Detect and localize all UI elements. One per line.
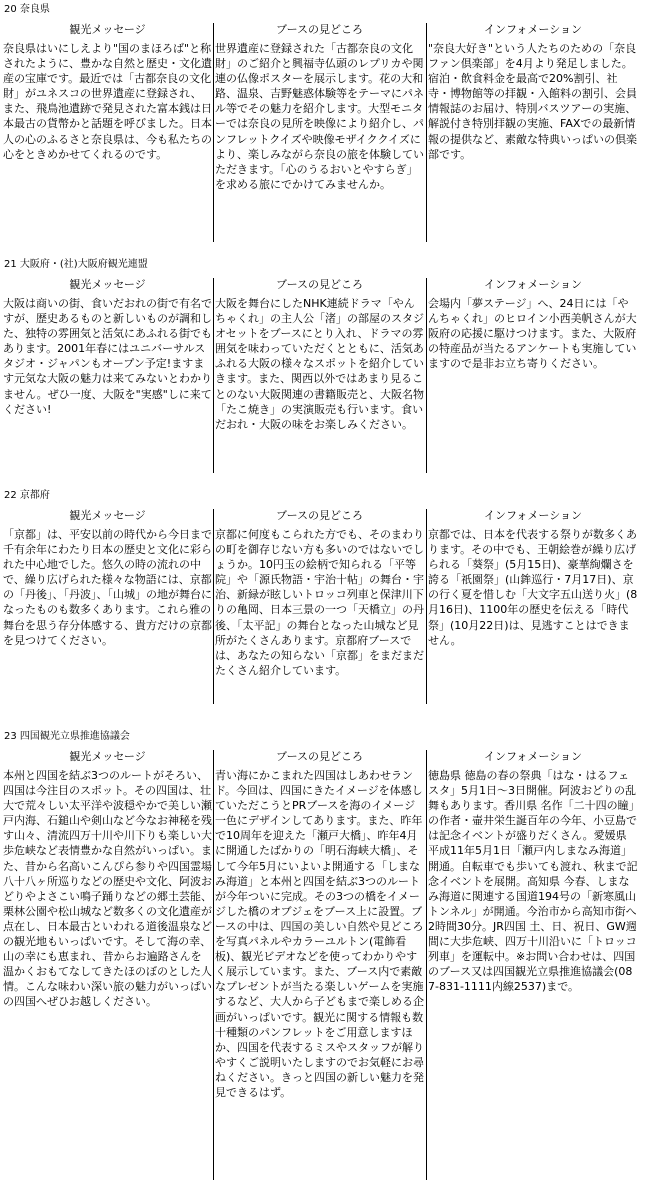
column-header-booth: ブースの見どころ (275, 278, 364, 291)
column-header-message: 観光メッセージ (69, 278, 146, 291)
information-text: 徳島県 徳島の春の祭典「はな・はるフェスタ」5月1日〜3日開催。阿波おどりの乱舞もあります。香川県 名作「二十四の瞳」の作者・壷井栄生誕百年の今年、小豆島では記念イベントが盛りだくさん。愛媛県 平成11年5月1日「瀬戸内しまなみ海道」開通。自転車でも歩いても渡れ、秋まで記念イベントを展開。高知県 今春、しまなみ海道に関連する国道194号の「新寒風山トンネル」が開通。今治市から高知市街へ2時間30分。JR四国 土、日、祝日、GW週間に大歩危峡、四万十川沿いに「トロッコ列車」を運転中。※お問い合わせは、四国のブース又は四国観光立県推進協議会(087-831-1111内線2537)まで。 (428, 769, 638, 994)
booth-highlights-text: 世界遺産に登録された「古都奈良の文化財」のご紹介と興福寺仏頭のレプリカや関連の仏像ポスターを展示します。花の大和路、温泉、吉野魅惑体験等をテーマにパネル等でその魅力を紹介します。大型モニターでは奈良の見所を映像により紹介し、パンフレットクイズや映像モザイククイズにより、楽しみながら奈良の旅を体験していただきます。「心のうるおいとやすらぎ」を求める旅にでかけてみませんか。 (215, 42, 424, 191)
column-divider (426, 509, 427, 704)
column-header-booth: ブースの見どころ (275, 509, 364, 522)
column-divider (213, 509, 214, 704)
booth-highlights-text: 京都に何度もこられた方でも、そのまわりの町を御存じない方も多いのではないでしょうか。10円玉の絵柄で知られる「平等院」や「源氏物語・宇治十帖」の舞台・宇治、新緑が眩しいトロッコ列車と保津川下りの亀岡、日本三景の一つ「天橋立」の丹後、「太平記」の舞台となった山城など見所がたくさんあります。京都府ブースでは、あなたの知らない「京都」をまだまだたくさん紹介しています。 (215, 528, 424, 677)
column-divider (426, 278, 427, 473)
section-title: 23 四国観光立県推進協議会 (4, 731, 130, 742)
column-header-message: 観光メッセージ (69, 509, 146, 522)
section-osaka (0, 258, 650, 473)
section-shikoku (0, 730, 650, 1170)
column-header-message: 観光メッセージ (69, 23, 146, 36)
information-text: 会場内「夢ステージ」へ、24日には「やんちゃくれ」のヒロイン小西美帆さんが大阪府の応援に駆けつけます。また、大阪府の特産品が当たるアンケートも実施していますので是非お立ち寄りください。 (428, 297, 637, 371)
column-divider (213, 278, 214, 473)
column-header-info: インフォメーション (483, 278, 582, 291)
section-title: 20 奈良県 (4, 4, 50, 15)
tourism-message-text: 奈良県はいにしえより"国のまほろば"と称されたように、豊かな自然と歴史・文化遺産の宝庫です。最近では「古都奈良の文化財」がユネスコの世界遺産に登録され、また、飛鳥池遺跡で発見された富本銭は日本最古の貨幣かと話題を呼びました。日本人の心のふるさと奈良県は、今も私たちの心をときめかせてくれるのです。 (3, 42, 212, 161)
booth-highlights-text: 青い海にかこまれた四国はしあわせランド。今回は、四国にきたイメージを体感していただこうとPRブースを海のイメージ一色にデザインしてあります。また、昨年で10周年を迎えた「瀬戸大橋」、昨年4月に開通したばかりの「明石海峡大橋」、そして今年5月にいよいよ開通する「しまなみ海道」と本州と四国を結ぶ3つのルートが今年ついに完成。その3つの橋をイメージした橋のオブジェをブース上に設置。ブースの中は、四国の美しい自然や見どころを写真パネルやカラーユルトン(電飾看板)、観光ビデオなどを使ってわかりやすく展示しています。また、ブース内で素敵なプレゼントが当たる楽しいゲームを実施するなど、大人から子どもまで楽しめる企画がいっぱいです。観光に関する情報も数十種類のパンフレットをご用意しますほか、四国を代表するミスやスタッフが解りやすくご説明いたしますのでお気軽にお尋ねください。きっと四国の新しい魅力を発見できるはず。 (215, 769, 424, 1099)
column-header-info: インフォメーション (483, 750, 582, 763)
section-kyoto (0, 489, 650, 704)
information-text: "奈良大好き"という人たちのための「奈良ファン倶楽部」を4月より発足しました。宿泊・飲食料金を最高で20%割引、社寺・博物館等の拝観・入館料の割引、会員情報誌のお届け、特別バスツアーの実施、解説付き特別拝観の実施、FAXでの最新情報の提供など、素敵な特典いっぱいの倶楽部です。 (428, 42, 637, 161)
tourism-message-text: 本州と四国を結ぶ3つのルートがそろい、四国は今注目のスポット。その四国は、壮大で荒々しい太平洋や波穏やかで美しい瀬戸内海、石鎚山や剣山など今なお神秘を残す山々、清流四万十川や川下りも楽しい大歩危峡など表情豊かな自然がいっぱい。また、昔から名高いこんぴら参りや四国霊場八十八ヶ所巡りなどの歴史や文化、阿波おどりやよさこい鳴子踊りなどの郷土芸能、栗林公園や松山城など数多くの文化遺産が点在し、日本最古といわれる道後温泉などの観光地もいっぱいです。そして海の幸、山の幸にも恵まれ、昔からお遍路さんを温かくおもてなしてきたほのぼのとした人情。こんな味わい深い旅の魅力がいっぱいの四国へぜひお越しください。 (3, 769, 212, 1009)
column-header-message: 観光メッセージ (69, 750, 146, 763)
tourism-message-text: 大阪は商いの街、食いだおれの街で有名ですが、歴史あるものと新しいものが調和した、独特の雰囲気と活気にあふれる街でもあります。2001年春にはユニバーサルスタジオ・ジャパンもオープン予定!ますます元気な大阪の魅力は来てみないとわかりません。ぜひ一度、大阪を"実感"しに来てください! (3, 297, 212, 416)
tourism-message-text: 「京都」は、平安以前の時代から今日まで千有余年にわたり日本の歴史と文化に彩られた中心地でした。悠久の時の流れの中で、繰り広げられた様々な物語には、京都の「丹後」、「丹波」、「山城」の地が舞台になったものも数多くあります。これら雅の舞台を思う存分体感する、貴方だけの京都を見つけてください。 (3, 528, 212, 647)
column-header-info: インフォメーション (483, 23, 582, 36)
section-nara (0, 3, 650, 243)
column-header-booth: ブースの見どころ (275, 23, 364, 36)
column-divider (426, 23, 427, 242)
column-divider (213, 23, 214, 242)
section-title: 21 大阪府・(社)大阪府観光連盟 (4, 259, 148, 270)
column-divider (213, 750, 214, 1180)
column-header-info: インフォメーション (483, 509, 582, 522)
section-title: 22 京都府 (4, 490, 50, 501)
information-text: 京都では、日本を代表する祭りが数多くあります。その中でも、王朝絵巻が繰り広げられる「葵祭」(5月15日)、豪華絢爛さを誇る「祇園祭」(山鉾巡行・7月17日)、京の行く夏を惜しむ「大文字五山送り火」(8月16日)、1100年の歴史を伝える「時代祭」(10月22日)は、見逃すことはできません。 (428, 528, 638, 647)
booth-highlights-text: 大阪を舞台にしたNHK連続ドラマ「やんちゃくれ」の主人公「渚」の部屋のスタジオセットをブースにとり入れ、ドラマの雰囲気を味わっていただくとともに、活気あふれる大阪の様々なスポットを紹介していきます。また、関西以外ではあまり見ることのない大阪関連の書籍販売と、大阪名物「たこ焼き」の実演販売も行います。食いだおれ・大阪の味をお楽しみください。 (215, 297, 424, 431)
column-header-booth: ブースの見どころ (275, 750, 364, 763)
column-divider (426, 750, 427, 1180)
